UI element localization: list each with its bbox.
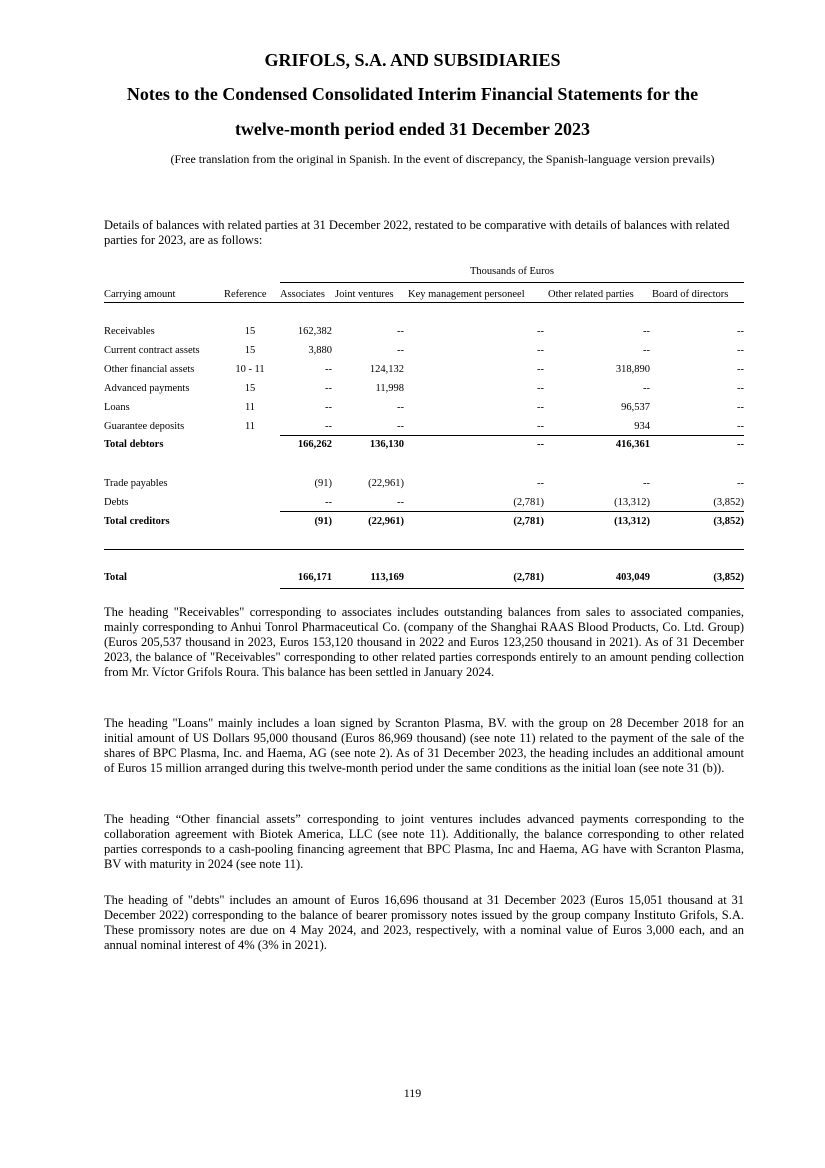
row-associates: 166,171 xyxy=(297,572,332,583)
row-joint-ventures: (22,961) xyxy=(368,516,404,527)
row-associates: 162,382 xyxy=(297,326,332,337)
col-header-reference: Reference xyxy=(224,289,267,300)
row-joint-ventures: -- xyxy=(397,345,404,356)
row-key-management: (2,781) xyxy=(513,516,544,527)
row-associates: -- xyxy=(325,402,332,413)
row-joint-ventures: 136,130 xyxy=(369,439,404,450)
translation-note: (Free translation from the original in Spanish. In the event of discrepancy, the Spanish-language version prevails) xyxy=(170,152,715,166)
row-joint-ventures: -- xyxy=(397,402,404,413)
debtors-subtotal-rule xyxy=(280,435,744,436)
row-label: Other financial assets xyxy=(104,364,195,375)
row-other-related: (13,312) xyxy=(614,497,650,508)
page-number: 119 xyxy=(403,1086,422,1100)
row-associates: 3,880 xyxy=(308,345,332,356)
row-associates: -- xyxy=(325,497,332,508)
row-board: -- xyxy=(737,439,744,450)
row-associates: 166,262 xyxy=(297,439,332,450)
row-label: Total creditors xyxy=(104,516,170,527)
total-rule xyxy=(280,588,744,589)
intro-paragraph: Details of balances with related parties at 31 December 2022, restated to be comparative with details of balances with related parties for 2023, are as follows: xyxy=(104,218,730,247)
row-key-management: -- xyxy=(537,364,544,375)
row-key-management: -- xyxy=(537,402,544,413)
row-joint-ventures: -- xyxy=(397,497,404,508)
row-board: -- xyxy=(737,478,744,489)
row-label: Advanced payments xyxy=(104,383,190,394)
notes-title-line2: twelve-month period ended 31 December 2023 xyxy=(234,119,591,139)
col-header-key-management: Key management personeel xyxy=(408,289,525,300)
row-label: Loans xyxy=(104,402,130,413)
unit-header-rule xyxy=(280,282,744,283)
row-board: -- xyxy=(737,326,744,337)
row-key-management: (2,781) xyxy=(513,572,544,583)
col-header-other-related: Other related parties xyxy=(548,289,634,300)
row-reference: 15 xyxy=(244,326,256,337)
col-header-associates: Associates xyxy=(280,289,325,300)
row-key-management: -- xyxy=(537,439,544,450)
paragraph-debts: The heading of "debts" includes an amount of Euros 16,696 thousand at 31 December 2023 (Euros 15,051 thousand at 31 December 2022) corresponding to the balance of bearer promissory notes issued by the group company Instituto Grifols, S.A. These promissory notes are due on 4 May 2024, and 2023, respectively, with a nominal value of Euros 3,000 each, and an annual nominal interest of 4% (3% in 2021). xyxy=(104,893,744,952)
row-reference: 11 xyxy=(244,402,256,413)
row-reference: 15 xyxy=(244,345,256,356)
notes-title-line1: Notes to the Condensed Consolidated Interim Financial Statements for the xyxy=(126,84,699,104)
row-board: (3,852) xyxy=(713,497,744,508)
row-key-management: -- xyxy=(537,421,544,432)
row-board: -- xyxy=(737,345,744,356)
row-associates: -- xyxy=(325,364,332,375)
header-rule xyxy=(104,302,744,303)
paragraph-receivables: The heading "Receivables" corresponding to associates includes outstanding balances from sales to associated companies, mainly corresponding to Anhui Tonrol Pharmaceutical Co. (company of the Shanghai RAAS Blood Products, Co. Ltd. Group) (Euros 205,537 thousand in 2023, Euros 153,120 thousand in 2022 and Euros 123,250 thousand in 2021). As of 31 December 2023, the balance of "Receivables" corresponding to other related parties corresponds entirely to an amount pending collection from Mr. Víctor Grifols Roura. This balance has been settled in January 2024. xyxy=(104,605,744,679)
row-key-management: -- xyxy=(537,478,544,489)
row-label: Receivables xyxy=(104,326,155,337)
row-reference: 11 xyxy=(244,421,256,432)
row-joint-ventures: -- xyxy=(397,326,404,337)
paragraph-other-financial-assets: The heading “Other financial assets” corresponding to joint ventures includes advanced payments corresponding to the collaboration agreement with Biotek America, LLC (see note 11). Additionally, the balance corresponding to other related parties corresponds to a cash-pooling financing agreement that BPC Plasma, Inc and Haema, AG have with Scranton Plasma, BV with maturity in 2024 (see note 11). xyxy=(104,812,744,871)
unit-header: Thousands of Euros xyxy=(470,266,554,277)
row-board: (3,852) xyxy=(713,516,744,527)
total-separator-rule xyxy=(104,549,744,550)
row-board: -- xyxy=(737,402,744,413)
row-key-management: (2,781) xyxy=(513,497,544,508)
creditors-subtotal-rule xyxy=(280,511,744,512)
row-other-related: 934 xyxy=(634,421,650,432)
row-joint-ventures: (22,961) xyxy=(368,478,404,489)
col-header-board: Board of directors xyxy=(652,289,729,300)
row-other-related: -- xyxy=(643,478,650,489)
col-header-joint-ventures: Joint ventures xyxy=(335,289,394,300)
row-board: -- xyxy=(737,421,744,432)
row-joint-ventures: 11,998 xyxy=(375,383,404,394)
row-key-management: -- xyxy=(537,383,544,394)
row-key-management: -- xyxy=(537,326,544,337)
row-joint-ventures: 124,132 xyxy=(369,364,404,375)
company-title: GRIFOLS, S.A. AND SUBSIDIARIES xyxy=(264,50,561,70)
row-board: -- xyxy=(737,383,744,394)
row-board: (3,852) xyxy=(713,572,744,583)
row-associates: -- xyxy=(325,421,332,432)
row-reference: 10 - 11 xyxy=(235,364,265,375)
row-associates: (91) xyxy=(314,478,332,489)
row-associates: -- xyxy=(325,383,332,394)
row-label: Debts xyxy=(104,497,129,508)
row-label: Total debtors xyxy=(104,439,164,450)
row-other-related: (13,312) xyxy=(614,516,650,527)
row-other-related: -- xyxy=(643,383,650,394)
row-other-related: 318,890 xyxy=(615,364,650,375)
row-board: -- xyxy=(737,364,744,375)
row-other-related: -- xyxy=(643,345,650,356)
row-reference: 15 xyxy=(244,383,256,394)
row-associates: (91) xyxy=(314,516,332,527)
row-label: Total xyxy=(104,572,127,583)
row-label: Guarantee deposits xyxy=(104,421,185,432)
row-other-related: 416,361 xyxy=(615,439,650,450)
col-header-carrying-amount: Carrying amount xyxy=(104,289,176,300)
row-other-related: 403,049 xyxy=(615,572,650,583)
row-label: Trade payables xyxy=(104,478,168,489)
paragraph-loans: The heading "Loans" mainly includes a loan signed by Scranton Plasma, BV. with the group on 28 December 2018 for an initial amount of US Dollars 95,000 thousand (Euros 86,969 thousand) (see note 11) related to the payment of the sale of the shares of BPC Plasma, Inc. and Haema, AG (see note 2). As of 31 December 2023, the heading includes an additional amount of Euros 15 million arranged during this twelve-month period under the same conditions as the initial loan (see note 31 (b)). xyxy=(104,716,744,775)
row-label: Current contract assets xyxy=(104,345,200,356)
row-key-management: -- xyxy=(537,345,544,356)
row-joint-ventures: -- xyxy=(397,421,404,432)
row-other-related: 96,537 xyxy=(621,402,650,413)
row-other-related: -- xyxy=(643,326,650,337)
row-joint-ventures: 113,169 xyxy=(370,572,404,583)
